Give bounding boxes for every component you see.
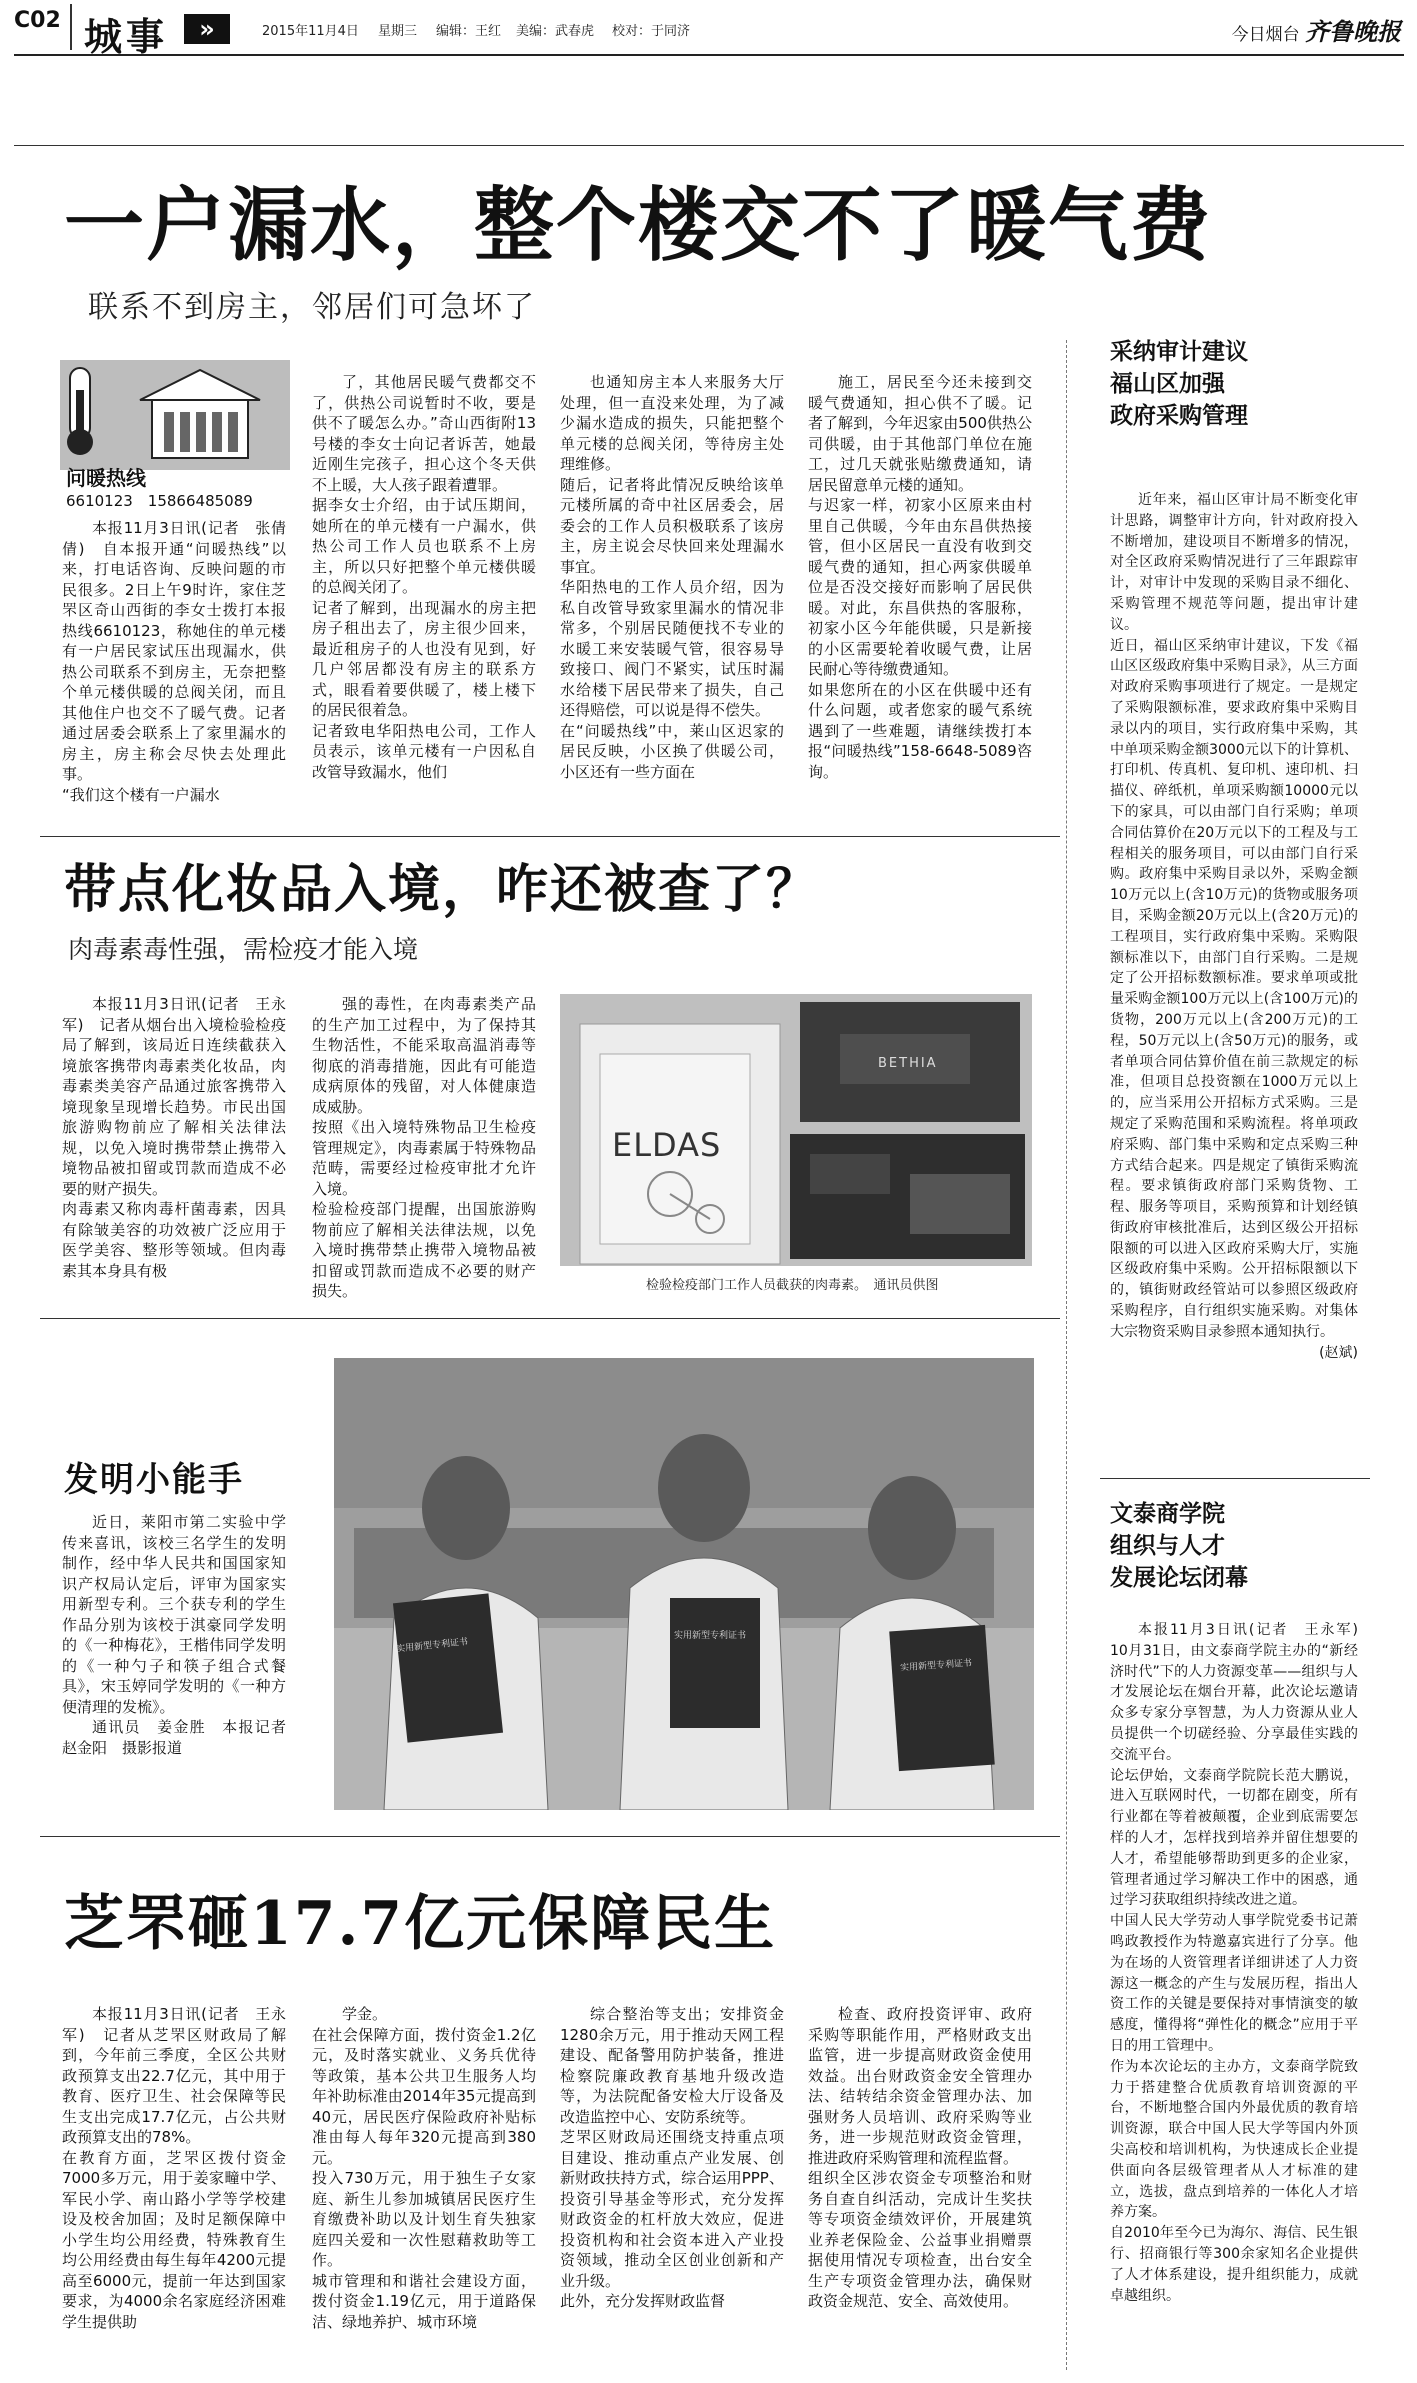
story1-column-1 bbox=[62, 518, 286, 805]
story1-text-3: 也通知房主本人来服务大厅处理，但一直没来处理，为了减少漏水造成的损失，只能把整个单元楼的总阀关闭，等待房主处理维修。 随后，记者将此情况反映给该单元楼所属的奇中社区居委会，居委会的工作人员积极联系了该房主，房主说会尽快回来处理漏水事宜。 华阳热电的工作人员介绍，因为私自改管导致家里漏水的情况非常多，个别居民随便找不专业的水暖工来安装暖气管，很容易导致接口、阀门不紧实，试压时漏水给楼下居民带来了损失，自己还得赔偿，可以说是得不偿失。 在“问暖热线”中，莱山区迟家的居民反映，小区换了供暖公司，小区还有一些方面在 bbox=[560, 373, 784, 781]
art-editor-credit: 美编：武春虎 bbox=[516, 24, 595, 39]
story4-text-3: 综合整治等支出；安排资金1280余万元，用于推动天网工程建设、配备警用防护装备，推进检察院廉政教育基地升级改造等，为法院配备安检大厅设备及改造监控中心、安防系统等。 芝罘区财政局还围绕支持重点项目建设、推动重点产业发展、创新财政扶持方式，综合运用PPP、投资引导基金等形式，充分发挥财政资金的杠杆放大效应，促进投资机构和社会资本进入产业投资领域，推动全区创业创新和产业升级。 此外，充分发挥财政监督 bbox=[560, 2005, 784, 2310]
header-divider bbox=[70, 4, 72, 50]
story1-headline: 一户漏水，整个楼交不了暖气费 bbox=[64, 178, 1212, 272]
story2-column-2 bbox=[312, 994, 536, 1302]
story1-subhead: 联系不到房主，邻居们可急坏了 bbox=[88, 290, 536, 325]
story1-text-4: 施工，居民至今还未接到交暖气费通知，担心供不了暖。记者了解到，今年迟家由500供热公司供暖，由于其他部门单位在施工，过几天就张贴缴费通知，请居民留意单元楼的通知。 与迟家一样，初家小区原来由村里自己供暖，今年由东昌供热接管，但小区居民一直没有收到交暖气费的通知，担心两家供暖单位是否没交接好而影响了居民供暖。对此，东昌供热的客服称，初家小区今年能供暖，只是新接的小区需要轮着收暖气费，让居民耐心等待缴费通知。 如果您所在的小区在供暖中还有什么问题，或者您家的暖气系统遇到了一些难题，请继续拨打本报“问暖热线”158-6648-5089咨询。 bbox=[808, 373, 1032, 781]
paper-logo: 齐鲁晚报 bbox=[1305, 17, 1401, 46]
story3-text: 近日，莱阳市第二实验中学传来喜讯，该校三名学生的发明制作，经中华人民共和国国家知识产权局认定后，评审为国家实用新型专利。三个获专利的学生作品分别为该校于淇豪同学发明的《一种梅花》，王楷伟同学发明的《一种勺子和筷子组合式餐具》，宋玉婷同学发明的《一种方便清理的发梳》。 bbox=[62, 1513, 286, 1716]
story3-column bbox=[62, 1512, 302, 1758]
sidebar-divider bbox=[1066, 340, 1067, 2370]
students-photo bbox=[334, 1358, 1034, 1810]
section-arrow-icon: » bbox=[184, 14, 230, 44]
story2-text-1: 本报11月3日讯(记者 王永军) 记者从烟台出入境检验检疫局了解到，该局近日连续截获入境旅客携带肉毒素类化妆品，肉毒素类美容产品通过旅客携带入境现象呈现增长趋势。市民出国旅游购物前应了解相关法律法规，以免入境时携带禁止携带入境物品被扣留或罚款而造成不必要的财产损失。 肉毒素又称肉毒杆菌毒素，因具有除皱美容的功效被广泛应用于医学美容、整形等领域。但肉毒素其本身具有极 bbox=[62, 995, 286, 1280]
sidebar2-text: 本报11月3日讯(记者 王永军) 10月31日，由文泰商学院主办的“新经济时代”下的人力资源变革——组织与人才发展论坛在烟台开幕，此次论坛邀请众多专家分享智慧，为人力资源从业人员提供一个切磋经验、分享最佳实践的交流平台。 论坛伊始，文泰商学院院长范大鹏说，进入互联网时代，一切都在剧变，所有行业都在等着被颠覆，企业到底需要怎样的人才，怎样找到培养并留住想要的人才，希望能够帮助到更多的企业家，管理者通过学习解决工作中的困惑，通过学习获取组织持续改进之道。 中国人民大学劳动人事学院党委书记萧鸣政教授作为特邀嘉宾进行了分享。他为在场的人资管理者详细讲述了人力资源这一概念的产生与发展历程，指出人资工作的关键是要保持对事情演变的敏感度，懂得将“弹性化的概念”应用于平日的用工管理中。 作为本次论坛的主办方，文泰商学院致力于搭建整合优质教育培训资源的平台，不断地整合国内外最优质的教育培训资源，联合中国人民大学等国内外顶尖高校和培训机构，为快速成长企业提供面向各层级管理者从人才标准的建立，选拔，盘点到培养的一体化人才培养方案。 自2010年至今已为海尔、海信、民生银行、招商银行等300余家知名企业提供了人才体系建设，提升组织能力，成就卓越组织。 bbox=[1110, 1622, 1358, 2304]
hotline-title: 问暖热线 bbox=[66, 466, 146, 490]
story1-rule bbox=[40, 836, 1060, 837]
hotline-logo bbox=[60, 360, 290, 470]
story4-text-1: 本报11月3日讯(记者 王永军) 记者从芝罘区财政局了解到，今年前三季度，全区公共财政预算支出22.7亿元，其中用于教育、医疗卫生、社会保障等民生支出完成17.7亿元，占公共财政预算支出的78%。 在教育方面，芝罘区拨付资金7000多万元，用于姜家疃中学、军民小学、南山路小学等学校建设及校舍加固；及时足额保障中小学生均公用经费，特殊教育生均公用经费由每生每年4200元提高至6000元，提前一年达到国家要求，为4000余名家庭经济困难学生提供助 bbox=[62, 2005, 286, 2331]
sidebar-rule bbox=[1100, 1478, 1370, 1479]
issue-weekday: 星期三 bbox=[378, 24, 418, 39]
story1-column-4 bbox=[808, 372, 1032, 782]
certificate-label-2: 实用新型专利证书 bbox=[674, 1631, 747, 1641]
header-rule bbox=[14, 54, 1404, 56]
issue-date: 2015年11月4日 bbox=[262, 24, 359, 39]
edition-name: 今日烟台 bbox=[1231, 25, 1300, 45]
sidebar1-column bbox=[1110, 490, 1358, 1363]
botox-photo-caption: 检验检疫部门工作人员截获的肉毒素。 通讯员供图 bbox=[646, 1278, 939, 1293]
story2-column-1 bbox=[62, 994, 286, 1281]
masthead-brand bbox=[1232, 12, 1401, 47]
students-photo-content bbox=[334, 1358, 1034, 1810]
story4-column-4 bbox=[808, 2004, 1032, 2312]
botox-photo bbox=[560, 994, 1032, 1266]
story3-rule bbox=[40, 1836, 1060, 1837]
story4-column-1 bbox=[62, 2004, 286, 2332]
story3-headline: 发明小能手 bbox=[64, 1460, 244, 1500]
sidebar1-byline: (赵斌) bbox=[1319, 1344, 1358, 1361]
story1-text-2: 了，其他居民暖气费都交不了，供热公司说暂时不收，要是供不了暖怎么办。”奇山西街附13号楼的李女士向记者诉苦，她最近刚生完孩子，担心这个冬天供不上暖，大人孩子跟着遭罪。 据李女士介绍，由于试压期间，她所在的单元楼有一户漏水，供热公司工作人员也联系不上房主，所以只好把整个单元楼供暖的总阀关闭了。 记者了解到，出现漏水的房主把房子租出去了，房主很少回来，最近租房子的人也没有见到，好几户邻居都没有房主的联系方式，眼看着要供暖了，楼上楼下的居民很着急。 记者致电华阳热电公司，工作人员表示，该单元楼有一户因私自改管导致漏水，他们 bbox=[312, 373, 536, 781]
sidebar2-column bbox=[1110, 1620, 1358, 2306]
editor-credit: 编辑：王红 bbox=[436, 24, 502, 39]
story1-column-3 bbox=[560, 372, 784, 782]
story4-column-2 bbox=[312, 2004, 536, 2332]
sidebar1-headline: 采纳审计建议 福山区加强 政府采购管理 bbox=[1110, 339, 1248, 429]
story2-subhead: 肉毒素毒性强，需检疫才能入境 bbox=[68, 935, 419, 964]
story4-column-3 bbox=[560, 2004, 784, 2312]
thermometer-icon bbox=[60, 360, 290, 470]
certificate-label-1: 实用新型专利证书 bbox=[395, 1637, 469, 1655]
hotline-numbers: 6610123 15866485089 bbox=[66, 492, 253, 510]
header-rule-2 bbox=[14, 145, 1404, 146]
story1-column-2 bbox=[312, 372, 536, 782]
story3-credit: 通讯员 姜金胜 本报记者 赵金阳 摄影报道 bbox=[62, 1718, 302, 1757]
product-brand-eldas: ELDAS bbox=[612, 1126, 722, 1164]
proofreader-credit: 校对：于同济 bbox=[612, 24, 691, 39]
story2-text-2: 强的毒性，在肉毒素类产品的生产加工过程中，为了保持其生物活性，不能采取高温消毒等彻底的消毒措施，因此有可能造成病原体的残留，对人体健康造成威胁。 按照《出入境特殊物品卫生检疫管理规定》，肉毒素属于特殊物品范畴，需要经过检疫审批才允许入境。 检验检疫部门提醒，出国旅游购物前应了解相关法律法规，以免入境时携带禁止携带入境物品被扣留或罚款而造成不必要的财产损失。 bbox=[312, 995, 536, 1300]
section-name: 城事 bbox=[84, 14, 169, 59]
story4-headline: 芝罘砸17.7亿元保障民生 bbox=[64, 1889, 777, 1959]
story2-rule bbox=[40, 1318, 1060, 1319]
page-number: C02 bbox=[14, 8, 61, 33]
sidebar1-text: 近年来，福山区审计局不断变化审计思路，调整审计方向，针对政府投入不断增加，建设项目不断增多的情况，对全区政府采购情况进行了三年跟踪审计，对审计中发现的采购目录不细化、采购管理不规范等问题，提出审计建议。 近日，福山区采纳审计建议，下发《福山区区级政府集中采购目录》，从三方面对政府采购事项进行了规定。一是规定了采购限额标准，要求政府集中采购目录以内的项目，实行政府集中采购，其中单项采购金额3000元以下的计算机、打印机、传真机、复印机、速印机、扫描仪、碎纸机，单项采购额10000元以下的家具，可以由部门自行采购；单项合同估算价在20万元以下的工程及与工程相关的服务项目，可以由部门自行采购。政府集中采购目录以外，采购金额10万元以上(含10万元)的货物或服务项目，采购金额20万元以上(含20万元)的工程项目，实行政府集中采购。采购限额标准以下，由部门自行采购。二是规定了公开招标数额标准。要求单项或批量采购金额100万元以上(含100万元)的货物，200万元以上(含200万元)的工程，50万元以上(含50万元)的服务，或者单项合同估算价值在前三款规定的标准，但项目总投资额在1000万元以上的，应当采用公开招标方式采购。三是规定了采购范围和采购流程。将单项政府采购、部门集中采购和定点采购三种方式结合起来。四是规定了镇街采购流程。要求镇街政府部门采购货物、工程、服务等项目，采购预算和计划经镇街政府审核批准后，达到区级公开招标限额的可以进入区政府采购大厅，实施区级政府集中采购。公开招标限额以下的，镇街财政经管站可以参照区级政府采购程序，自行组织实施采购。对集体大宗物资采购目录参照本通知执行。 bbox=[1110, 492, 1358, 1340]
product-brand-bethia: BETHIA bbox=[878, 1056, 938, 1071]
story4-text-4: 检查、政府投资评审、政府采购等职能作用，严格财政支出监管，进一步提高财政资金使用效益。出台财政资金安全管理办法、结转结余资金管理办法、加强财务人员培训、政府采购等业务，进一步规范财政资金管理，推进政府采购管理和流程监督。 组织全区涉农资金专项整治和财务自查自纠活动，完成计生奖扶等专项资金绩效评价，开展建筑业养老保险金、公益事业捐赠票据使用情况专项检查，出台安全生产专项资金管理办法，确保财政资金规范、安全、高效使用。 bbox=[808, 2005, 1032, 2310]
story2-headline: 带点化妆品入境，咋还被查了？ bbox=[64, 859, 821, 920]
story1-text-1: 本报11月3日讯(记者 张倩倩) 自本报开通“问暖热线”以来，打电话咨询、反映问题的市民很多。2日上午9时许，家住芝罘区奇山西街的李女士拨打本报热线6610123，称她住的单元楼有一户居民家试压出现漏水，供热公司联系不到房主，无奈把整个单元楼供暖的总阀关闭，而且其他住户也交不了暖气费。记者通过居委会联系上了家里漏水的房主，房主称会尽快去处理此事。 “我们这个楼有一户漏水 bbox=[62, 519, 286, 804]
certificate-label-3: 实用新型专利证书 bbox=[899, 1658, 973, 1674]
story4-text-2: 学金。 在社会保障方面，拨付资金1.2亿元，及时落实就业、义务兵优待等政策，基本公共卫生服务人均年补助标准由2014年35元提高到40元，居民医疗保险政府补贴标准由每人每年320元提高到380元。 投入730万元，用于独生子女家庭、新生儿参加城镇居民医疗生育缴费补助以及计划生育失独家庭四关爱和一次性慰藉救助等工作。 城市管理和和谐社会建设方面，拨付资金1.19亿元，用于道路保洁、绿地养护、城市环境 bbox=[312, 2005, 536, 2331]
sidebar2-headline: 文泰商学院 组织与人才 发展论坛闭幕 bbox=[1110, 1501, 1248, 1591]
